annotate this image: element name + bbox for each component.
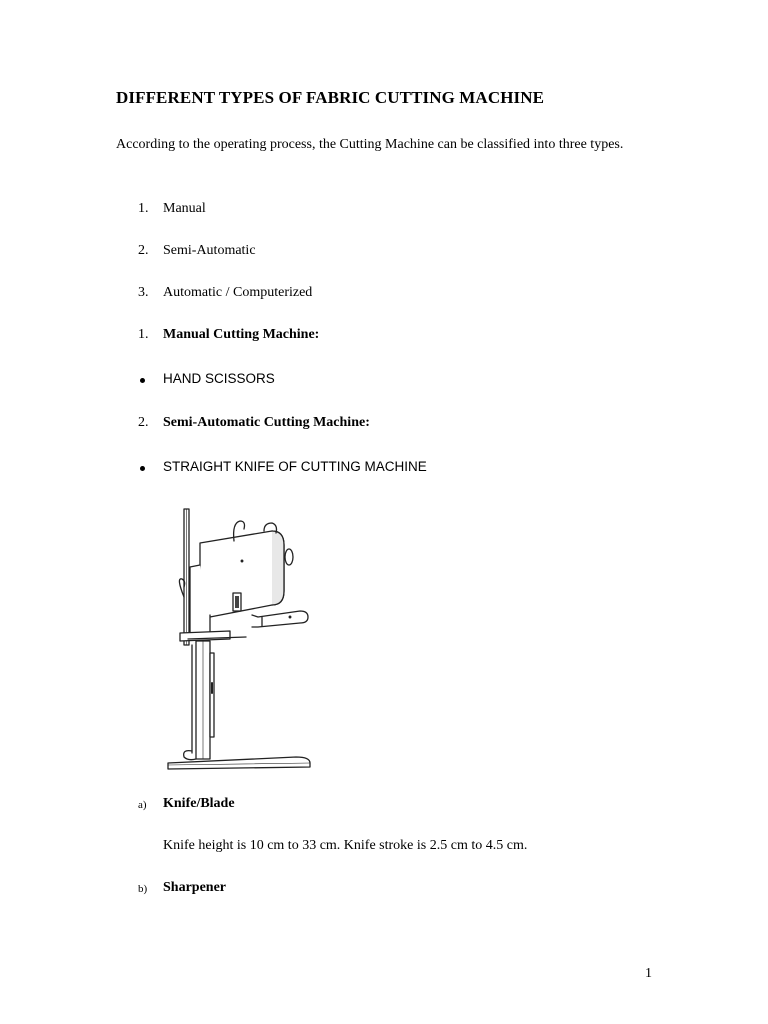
- straight-knife-machine-illustration: [160, 505, 320, 775]
- intro-paragraph: According to the operating process, the Cutting Machine can be classified into three types.: [116, 137, 624, 152]
- type-label-semi-automatic: Semi-Automatic: [163, 243, 256, 258]
- part-heading-sharpener: Sharpener: [163, 880, 226, 895]
- part-letter: b): [138, 883, 148, 895]
- part-heading-knife-blade: Knife/Blade: [163, 796, 235, 811]
- section-number: 2.: [138, 415, 149, 430]
- part-text-knife-blade: Knife height is 10 cm to 33 cm. Knife stroke is 2.5 cm to 4.5 cm.: [163, 838, 528, 853]
- section-heading-manual: Manual Cutting Machine:: [163, 327, 320, 342]
- type-label-manual: Manual: [163, 201, 206, 216]
- bullet-hand-scissors: HAND SCISSORS: [163, 371, 275, 386]
- section-number: 1.: [138, 327, 149, 342]
- part-letter: a): [138, 799, 147, 811]
- page-number: 1: [645, 966, 652, 981]
- type-number: 3.: [138, 285, 149, 300]
- type-label-automatic: Automatic / Computerized: [163, 285, 313, 300]
- type-number: 1.: [138, 201, 149, 216]
- section-heading-semi-automatic: Semi-Automatic Cutting Machine:: [163, 415, 370, 430]
- bullet-straight-knife: STRAIGHT KNIFE OF CUTTING MACHINE: [163, 459, 427, 474]
- bullet-dot: [140, 466, 145, 471]
- type-number: 2.: [138, 243, 149, 258]
- document-title: DIFFERENT TYPES OF FABRIC CUTTING MACHINE: [116, 88, 545, 107]
- bullet-dot: [140, 378, 145, 383]
